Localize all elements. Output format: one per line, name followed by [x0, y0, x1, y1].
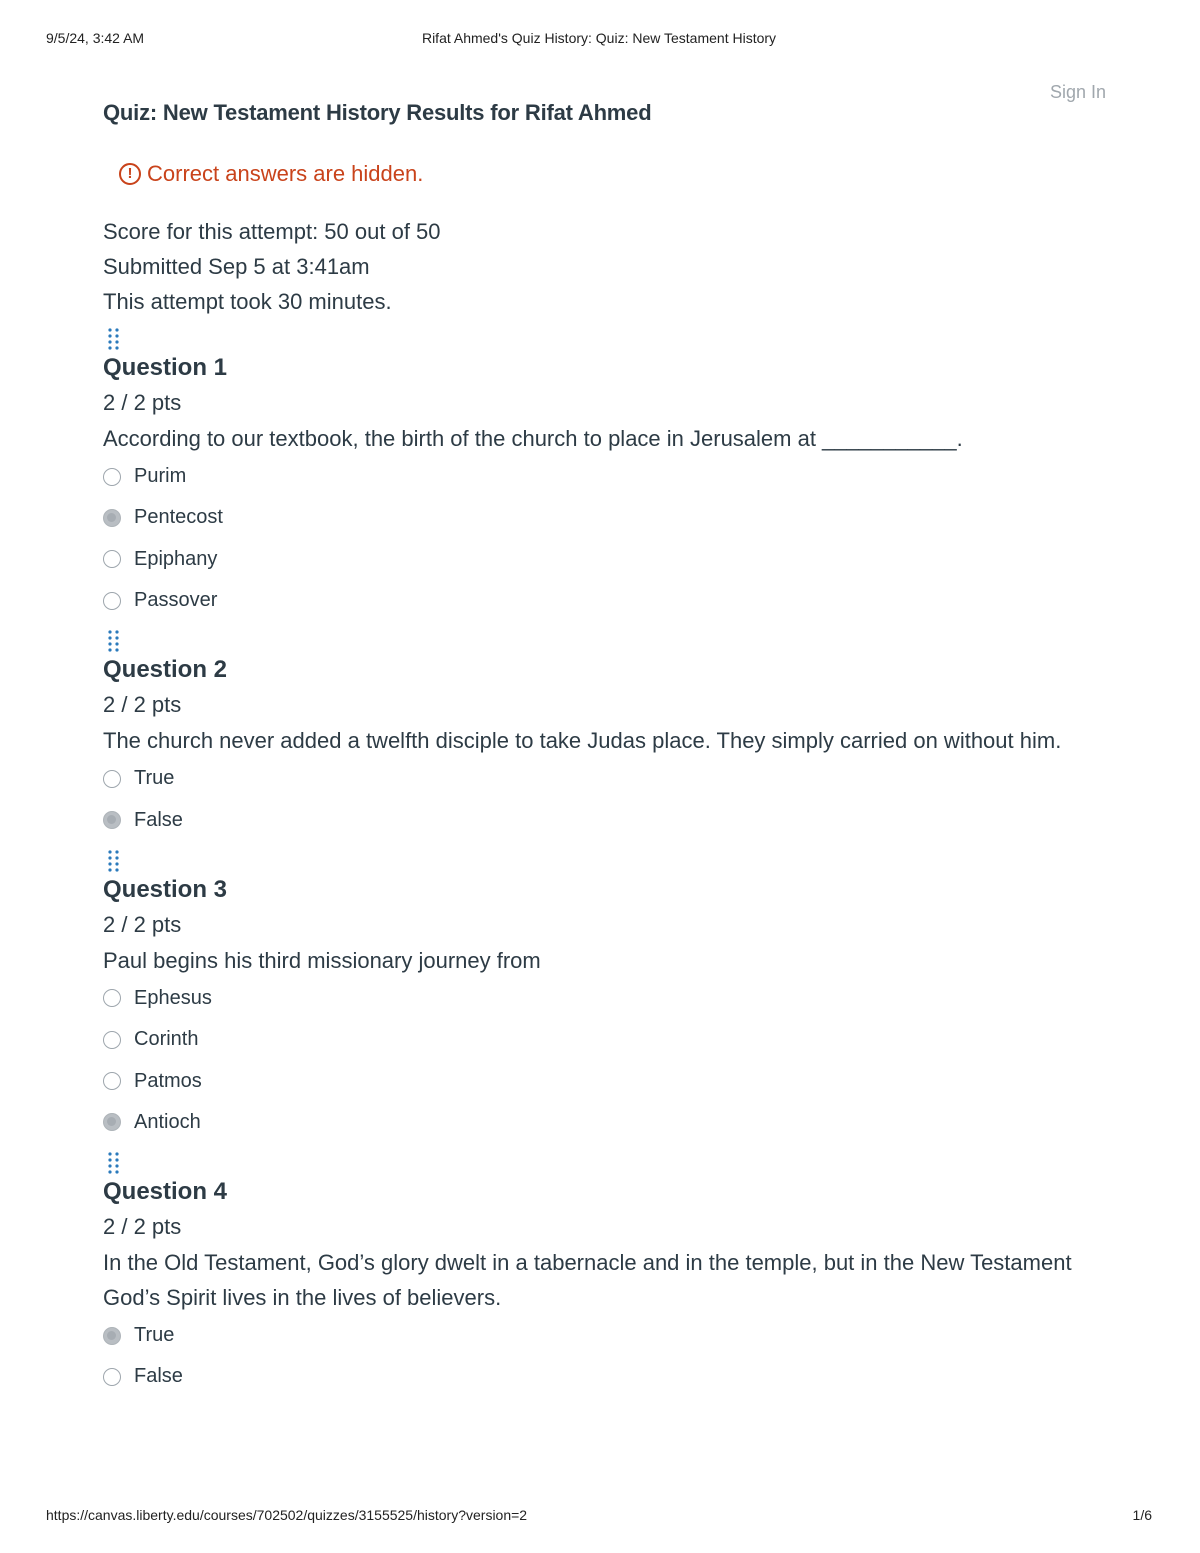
questions-list — [103, 327, 1093, 1398]
exclamation-circle-icon: ! — [119, 163, 141, 185]
answer-list — [103, 758, 1093, 841]
radio-unselected — [103, 468, 121, 486]
page-title: Quiz: New Testament History Results for Rifat Ahmed — [103, 100, 652, 125]
answer-list — [103, 978, 1093, 1143]
question-points: 2 / 2 pts — [103, 390, 182, 415]
answer-label: Pentecost — [134, 506, 223, 529]
radio-unselected — [103, 770, 121, 788]
answer-option — [103, 539, 1093, 580]
alert-text: Correct answers are hidden. — [147, 161, 424, 186]
print-url: https://canvas.liberty.edu/courses/702502/quizzes/3155525/history?version=2 — [46, 1507, 528, 1523]
radio-selected — [103, 509, 121, 527]
answer-label: True — [134, 1324, 175, 1347]
answer-option — [103, 1019, 1093, 1060]
answer-option — [103, 799, 1093, 840]
main-content — [103, 98, 1093, 1398]
answer-list — [103, 456, 1093, 621]
answer-option — [103, 1060, 1093, 1101]
question-title: Question 1 — [103, 354, 228, 381]
radio-unselected — [103, 1072, 121, 1090]
answer-label: Epiphany — [134, 547, 218, 570]
print-title: Rifat Ahmed's Quiz History: Quiz: New Testament History — [421, 30, 777, 46]
answer-option — [103, 978, 1093, 1019]
question-text: The church never added a twelfth disciple to take Judas place. They simply carried on without him. — [103, 728, 1062, 754]
question-title: Question 4 — [103, 1177, 228, 1205]
radio-unselected — [103, 1368, 121, 1386]
answer-label: Antioch — [134, 1110, 201, 1133]
answer-option — [103, 580, 1093, 621]
answer-option — [103, 497, 1093, 538]
question-points: 2 / 2 pts — [103, 1213, 182, 1239]
answer-option — [103, 1315, 1093, 1356]
radio-selected — [103, 1327, 121, 1345]
question-title: Question 2 — [103, 656, 228, 684]
print-page-number: 1/6 — [1132, 1507, 1152, 1523]
radio-unselected — [103, 550, 121, 568]
print-header — [46, 30, 1152, 50]
submitted-text: Submitted Sep 5 at 3:41am — [103, 254, 370, 279]
question-2 — [103, 629, 1093, 841]
print-footer — [46, 1507, 1152, 1527]
question-3 — [103, 849, 1093, 1143]
answer-label: Ephesus — [134, 986, 212, 1009]
answer-label: Purim — [134, 465, 187, 488]
question-points: 2 / 2 pts — [103, 911, 182, 937]
drag-handle-icon[interactable] — [107, 849, 121, 873]
hidden-answers-alert — [119, 160, 1093, 188]
radio-selected — [103, 1113, 121, 1131]
question-title: Question 3 — [103, 875, 228, 903]
answer-label: Patmos — [134, 1069, 202, 1092]
answer-option — [103, 1356, 1093, 1397]
answer-label: True — [134, 767, 175, 790]
drag-handle-icon[interactable] — [107, 629, 121, 653]
answer-label: Corinth — [134, 1028, 199, 1051]
print-datetime: 9/5/24, 3:42 AM — [46, 30, 145, 46]
question-4 — [103, 1151, 1093, 1398]
sign-in-link[interactable]: Sign In — [1050, 82, 1107, 102]
question-1 — [103, 327, 1093, 621]
answer-option — [103, 456, 1093, 497]
answer-list — [103, 1315, 1093, 1398]
answer-option — [103, 1102, 1093, 1143]
attempt-summary — [103, 214, 1093, 319]
score-text: Score for this attempt: 50 out of 50 — [103, 219, 441, 244]
duration-text: This attempt took 30 minutes. — [103, 289, 392, 314]
answer-label: False — [134, 1365, 183, 1388]
radio-unselected — [103, 592, 121, 610]
answer-option — [103, 758, 1093, 799]
radio-selected — [103, 811, 121, 829]
drag-handle-icon[interactable] — [107, 327, 121, 351]
answer-label: False — [134, 808, 183, 831]
radio-unselected — [103, 989, 121, 1007]
question-points: 2 / 2 pts — [103, 692, 182, 718]
answer-label: Passover — [134, 589, 218, 612]
drag-handle-icon[interactable] — [107, 1151, 121, 1175]
question-text: According to our textbook, the birth of the church to place in Jerusalem at ___________. — [103, 426, 963, 451]
question-text: Paul begins his third missionary journey from — [103, 947, 541, 973]
radio-unselected — [103, 1031, 121, 1049]
question-text: In the Old Testament, God’s glory dwelt in a tabernacle and in the temple, but in the New Testament God’s Spirit lives in the lives of believers. — [103, 1249, 1072, 1310]
